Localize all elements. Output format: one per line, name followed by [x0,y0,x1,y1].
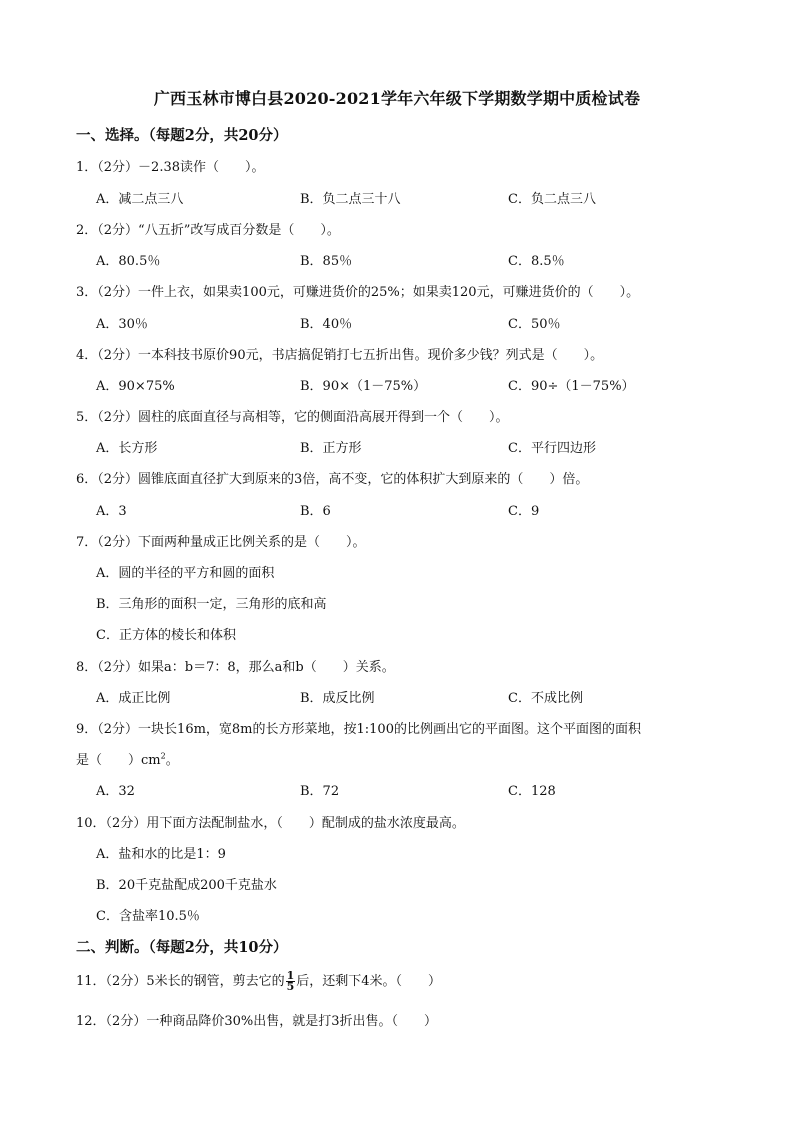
question-9-line-2 [76,749,179,768]
q6-option-c: C．9 [508,504,540,519]
q9-option-b: B．72 [300,784,340,799]
question-1: 1．（2分）－2.38读作（ ）。 [76,160,265,175]
q2-option-b: B．85％ [300,254,353,269]
question-11 [76,970,441,992]
q5-option-c: C．平行四边形 [508,441,596,456]
q3-option-a: A．30％ [96,317,148,332]
q7-option-c: C．正方体的棱长和体积 [96,628,236,643]
page-title: 广西玉林市博白县2020-2021学年六年级下学期数学期中质检试卷 [153,89,641,108]
q8-option-c: C．不成比例 [508,691,583,706]
q1-option-a: A．减二点三八 [96,192,184,207]
question-6: 6．（2分）圆锥底面直径扩大到原来的3倍，高不变，它的体积扩大到原来的（ ）倍。 [76,472,589,487]
question-10: 10．（2分）用下面方法配制盐水，（ ）配制成的盐水浓度最高。 [76,816,465,831]
fraction-denominator: 5 [286,980,295,993]
fraction-one-fifth [286,971,296,992]
q8-option-a: A．成正比例 [96,691,171,706]
section-heading-choice: 一、选择。（每题2分，共20分） [76,127,288,144]
q10-option-b: B．20千克盐配成200千克盐水 [96,878,277,893]
q7-option-a: A．圆的半径的平方和圆的面积 [96,566,275,581]
q10-option-a: A．盐和水的比是1：9 [96,847,226,862]
q3-option-b: B．40％ [300,317,353,332]
question-2: 2．（2分）“八五折”改写成百分数是（ ）。 [76,223,340,238]
question-3: 3．（2分）一件上衣，如果卖100元，可赚进货价的25%；如果卖120元，可赚进货价的（ ）。 [76,285,640,300]
q9-superscript: 2 [160,751,166,761]
q7-option-b: B．三角形的面积一定，三角形的底和高 [96,597,327,612]
q6-option-b: B．6 [300,504,331,519]
q2-option-c: C．8.5％ [508,254,565,269]
q4-option-b: B．90×（1－75%） [300,379,427,394]
q5-option-a: A．长方形 [96,441,158,456]
q2-option-a: A．80.5％ [96,254,161,269]
q4-option-c: C．90÷（1－75%） [508,379,635,394]
q6-option-a: A．3 [96,504,127,519]
q5-option-b: B．正方形 [300,441,362,456]
q4-option-a: A．90×75% [96,379,175,394]
q1-option-b: B．负二点三十八 [300,192,401,207]
q10-option-c: C．含盐率10.5％ [96,909,200,924]
q9-text-end: 。 [165,753,179,768]
fraction-numerator: 1 [286,969,295,982]
section-heading-judgment: 二、判断。（每题2分，共10分） [76,939,288,956]
question-12: 12．（2分）一种商品降价30%出售，就是打3折出售。（ ） [76,1014,437,1029]
q8-option-b: B．成反比例 [300,691,375,706]
q9-text: 是（ ）cm [76,753,161,768]
question-4: 4．（2分）一本科技书原价90元，书店搞促销打七五折出售。现价多少钱？列式是（ ）。 [76,348,604,363]
q9-option-c: C．128 [508,784,556,799]
q9-option-a: A．32 [96,784,135,799]
q1-option-c: C．负二点三八 [508,192,596,207]
question-8: 8．（2分）如果a：b＝7：8，那么a和b（ ）关系。 [76,660,395,675]
question-9-line-1: 9．（2分）一块长16m，宽8m的长方形菜地，按1:100的比例画出它的平面图。这个平面图的面积 [76,722,641,737]
q11-text-end: 后，还剩下4米。（ ） [296,974,442,989]
question-5: 5．（2分）圆柱的底面直径与高相等，它的侧面沿高展开得到一个（ ）。 [76,410,509,425]
q3-option-c: C．50％ [508,317,561,332]
question-7: 7．（2分）下面两种量成正比例关系的是（ ）。 [76,535,366,550]
q11-text: 11．（2分）5米长的钢管，剪去它的 [76,974,285,989]
